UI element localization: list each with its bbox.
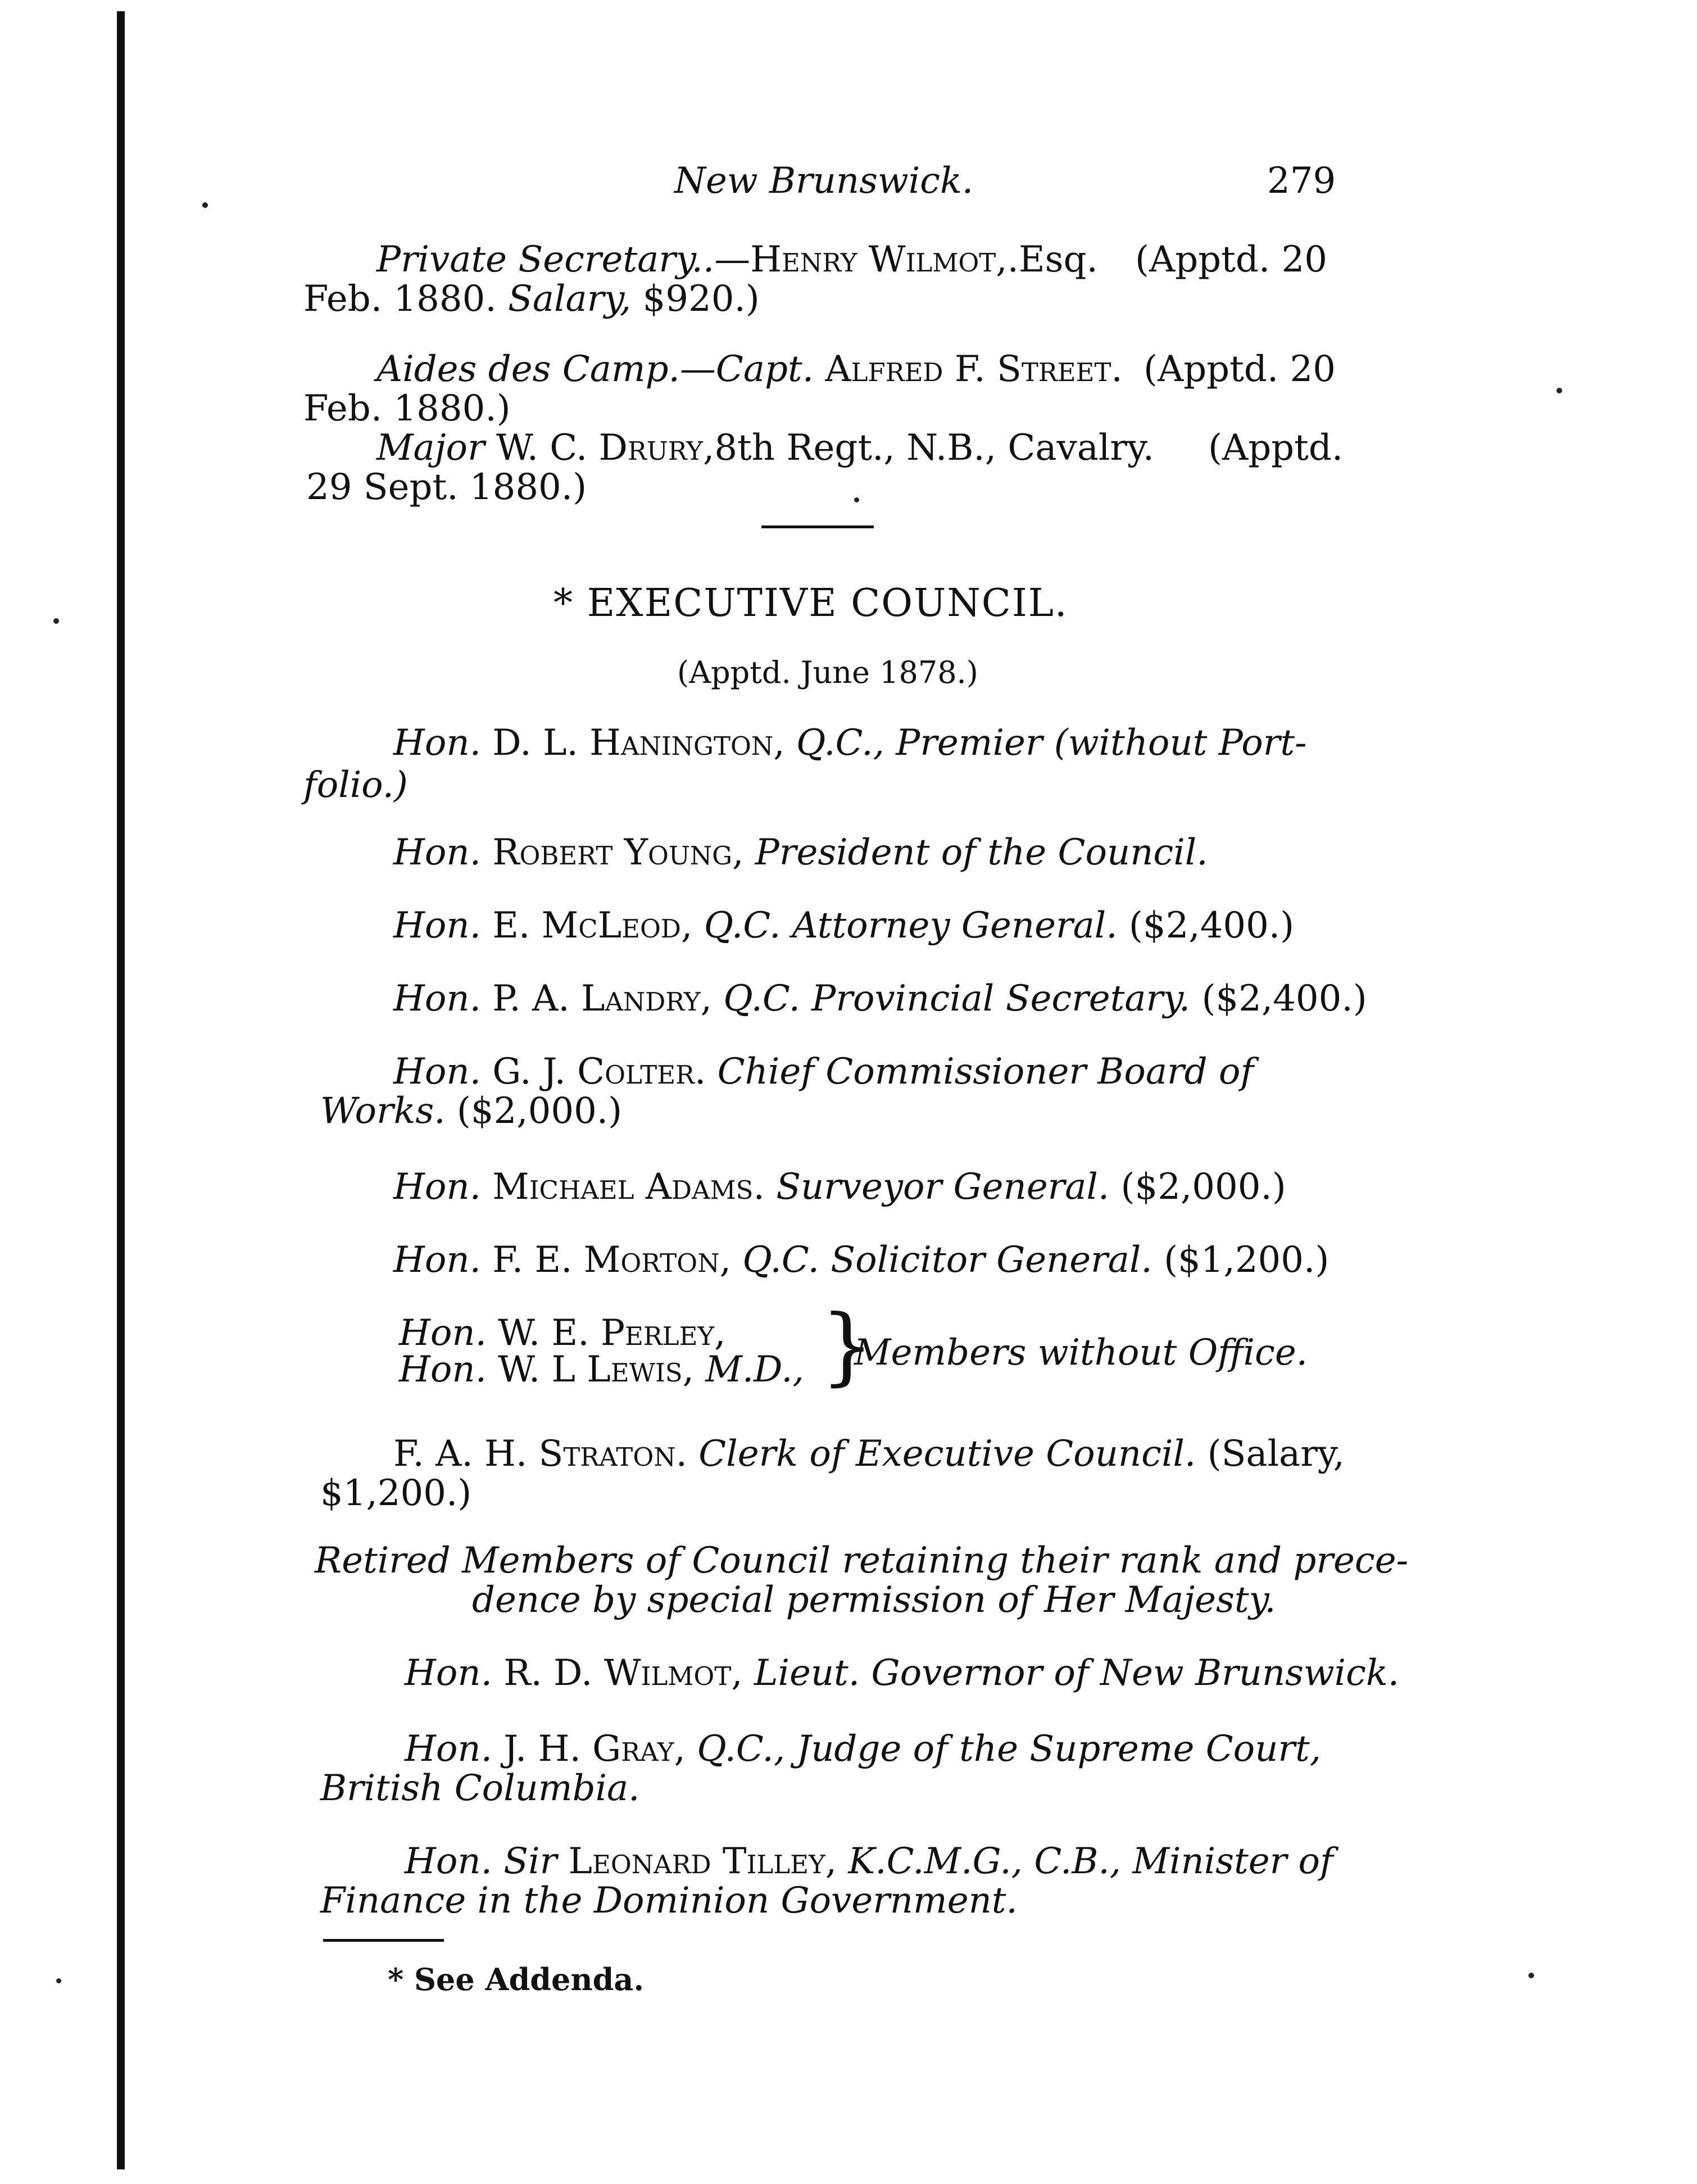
binding-edge	[117, 11, 125, 2169]
retired-member: Hon. J. H. Gray, Q.C., Judge of the Supreme Court,	[405, 1728, 1322, 1770]
clerk-line: F. A. H. Straton. Clerk of Executive Council. (Salary,	[393, 1433, 1345, 1475]
staff-appt: (Apptd.	[1208, 427, 1344, 469]
staff-line-cont: Feb. 1880. Salary, $920.)	[303, 278, 760, 320]
section-divider	[761, 525, 874, 528]
retired-member-cont: Finance in the Dominion Government.	[320, 1880, 1018, 1922]
scan-speck	[854, 497, 859, 502]
retired-member-cont: British Columbia.	[320, 1768, 640, 1809]
footnote-rule	[323, 1939, 444, 1942]
scan-speck	[1557, 388, 1562, 393]
footnote: * See Addenda.	[388, 1961, 645, 1997]
retired-heading: Retired Members of Council retaining their rank and prece-	[315, 1540, 1409, 1582]
running-head	[674, 160, 974, 202]
scan-speck	[202, 202, 208, 208]
staff-line: Major W. C. Drury,8th Regt., N.B., Cavalry.	[376, 427, 1154, 469]
member-line: Hon. D. L. Hanington, Q.C., Premier (without Port-	[393, 722, 1307, 764]
member-line: Hon. Robert Young, President of the Council.	[393, 832, 1208, 873]
clerk-line-cont: $1,200.)	[320, 1472, 472, 1514]
scan-speck	[1528, 1973, 1534, 1978]
page-number: 279	[1267, 160, 1336, 202]
member-line: Hon. Michael Adams. Surveyor General. ($2,000.)	[393, 1166, 1286, 1208]
running-head-title: New Brunswick.	[674, 160, 974, 202]
staff-line-cont: 29 Sept. 1880.)	[306, 466, 587, 508]
retired-member: Hon. Sir Leonard Tilley, K.C.M.G., C.B., Minister of	[405, 1841, 1333, 1882]
member-line-cont: Works. ($2,000.)	[320, 1090, 623, 1132]
without-office-member: Hon. W. L Lewis, M.D.,	[399, 1349, 804, 1390]
section-appointed: (Apptd. June 1878.)	[677, 655, 978, 690]
staff-line: Aides des Camp.—Capt. Alfred F. Street.	[376, 348, 1123, 390]
member-line: Hon. F. E. Morton, Q.C. Solicitor General. ($1,200.)	[393, 1239, 1330, 1281]
member-line-cont: folio.)	[303, 764, 408, 806]
member-line: Hon. G. J. Colter. Chief Commissioner Board of	[393, 1051, 1254, 1093]
section-heading: * EXECUTIVE COUNCIL.	[553, 581, 1068, 626]
scan-speck	[53, 618, 59, 624]
scan-speck	[56, 1978, 61, 1983]
staff-line: Private Secretary..—Henry Wilmot,.Esq.	[376, 239, 1098, 280]
staff-appt: (Apptd. 20	[1144, 348, 1336, 390]
without-office-label: Members without Office.	[854, 1332, 1308, 1374]
staff-appt: (Apptd. 20	[1135, 239, 1327, 280]
without-office-member: Hon. W. E. Perley,	[399, 1312, 726, 1354]
member-line: Hon. E. McLeod, Q.C. Attorney General. ($2,400.)	[393, 905, 1295, 946]
retired-heading-cont: dence by special permission of Her Majesty.	[472, 1579, 1276, 1621]
brace-icon: }	[820, 1297, 874, 1395]
staff-line-cont: Feb. 1880.)	[303, 388, 511, 429]
retired-member: Hon. R. D. Wilmot, Lieut. Governor of New Brunswick.	[405, 1652, 1400, 1694]
member-line: Hon. P. A. Landry, Q.C. Provincial Secretary. ($2,400.)	[393, 978, 1367, 1019]
